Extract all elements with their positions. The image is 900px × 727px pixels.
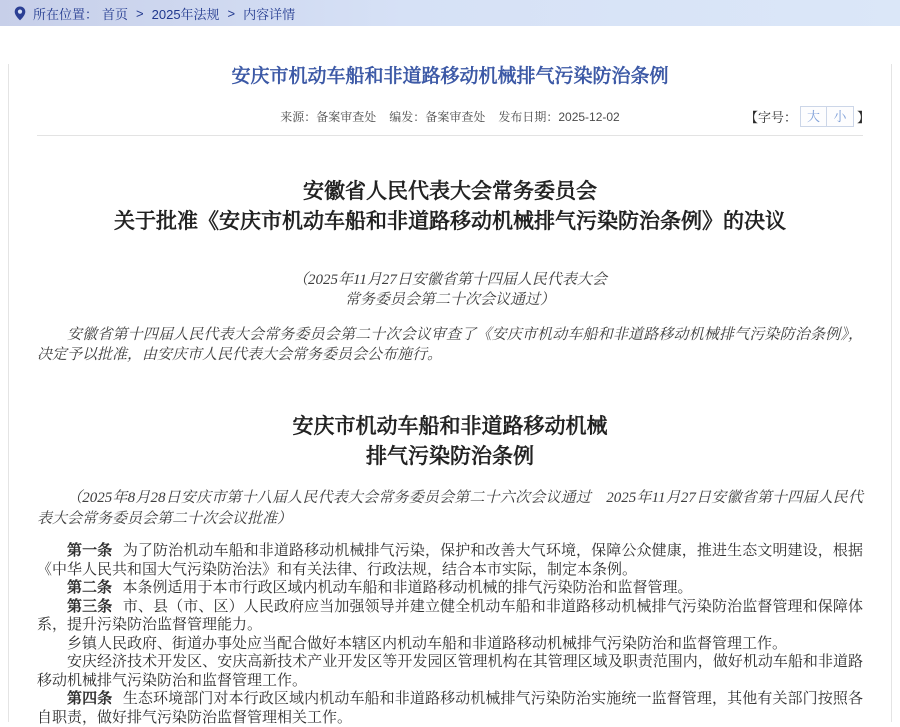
article-text: 乡镇人民政府、街道办事处应当配合做好本辖区内机动车船和非道路移动机械排气污染防治和监督管理工作。	[67, 635, 788, 652]
resolution-heading	[37, 176, 863, 236]
regulation-heading-line1: 安庆市机动车船和非道路移动机械	[292, 414, 608, 438]
page-title: 安庆市机动车船和非道路移动机械排气污染防治条例	[231, 66, 669, 87]
resolution-note	[37, 270, 863, 310]
meta-editor-label: 编发：	[389, 110, 426, 124]
article-paragraph	[37, 653, 863, 690]
regulation-note: （2025年8月28日安庆市第十八届人民代表大会常务委员会第二十六次会议通过 2025年11月27日安徽省第十四届人民代表大会常务委员会第二十次会议批准）	[37, 490, 863, 527]
meta-row	[9, 106, 891, 128]
article-text: 生态环境部门对本行政区域内机动车船和非道路移动机械排气污染防治实施统一监督管理，其他有关部门按照各自职责，做好排气污染防治监督管理相关工作。	[37, 691, 863, 726]
article-paragraph	[37, 635, 863, 654]
resolution-body: 安徽省第十四届人民代表大会常务委员会第二十次会议审查了《安庆市机动车船和非道路移动机械排气污染防治条例》，决定予以批准，由安庆市人民代表大会常务委员会公布施行。	[37, 327, 863, 363]
breadcrumb	[0, 0, 900, 26]
resolution-note-line2: 常务委员会第二十次会议通过）	[344, 292, 555, 308]
article-paragraph	[37, 690, 863, 727]
regulation-heading	[37, 411, 863, 471]
articles	[37, 542, 863, 727]
content-panel	[8, 64, 892, 726]
article-text: 安庆经济技术开发区、安庆高新技术产业开发区等开发园区管理机构在其管理区域及职责范围内，做好机动车船和非道路移动机械排气污染防治和监督管理工作。	[37, 654, 863, 689]
resolution-note-line1: （2025年11月27日安徽省第十四届人民代表大会	[293, 272, 607, 288]
meta-editor-value: 备案审查处	[425, 110, 486, 124]
location-pin-icon	[14, 6, 26, 21]
article-text: 市、县（市、区）人民政府应当加强领导并建立健全机动车船和非道路移动机械排气污染防治监督管理和保障体系，提升污染防治监督管理能力。	[37, 598, 863, 633]
font-larger-button[interactable]: 大	[800, 106, 827, 127]
breadcrumb-separator: >	[227, 5, 236, 21]
article-paragraph	[37, 542, 863, 579]
font-size-control	[742, 106, 873, 127]
font-size-label: 【字号：	[744, 110, 797, 125]
article-number: 第一条	[67, 543, 113, 559]
divider	[37, 135, 863, 136]
article-paragraph	[37, 579, 863, 598]
meta-source-value: 备案审查处	[316, 110, 377, 124]
article-paragraph	[37, 598, 863, 635]
resolution-heading-line2: 关于批准《安庆市机动车船和非道路移动机械排气污染防治条例》的决议	[114, 209, 786, 233]
document-body	[9, 176, 891, 727]
article-number: 第二条	[67, 580, 113, 596]
article-text: 为了防治机动车船和非道路移动机械排气污染，保护和改善大气环境，保障公众健康，推进生态文明建设，根据《中华人民共和国大气污染防治法》和有关法律、行政法规，结合本市实际，制定本条例。	[37, 543, 863, 578]
font-size-label-close: 】	[856, 110, 870, 125]
breadcrumb-label: 所在位置：	[33, 6, 99, 22]
regulation-heading-line2: 排气污染防治条例	[366, 444, 534, 468]
font-smaller-button[interactable]: 小	[827, 106, 854, 127]
resolution-heading-line1: 安徽省人民代表大会常务委员会	[303, 179, 597, 203]
meta-date-value: 2025-12-02	[558, 110, 620, 124]
article-number: 第三条	[67, 598, 113, 615]
breadcrumb-separator: >	[136, 5, 144, 21]
meta-date-label: 发布日期：	[498, 110, 559, 124]
article-number: 第四条	[67, 691, 113, 707]
article-text: 本条例适用于本市行政区域内机动车船和非道路移动机械的排气污染防治和监督管理。	[122, 580, 693, 596]
breadcrumb-item-home[interactable]: 首页	[102, 6, 129, 22]
breadcrumb-item-current: 内容详情	[243, 6, 296, 22]
meta-source-label: 来源：	[280, 110, 317, 124]
breadcrumb-item-2025-laws[interactable]: 2025年法规	[151, 6, 220, 22]
